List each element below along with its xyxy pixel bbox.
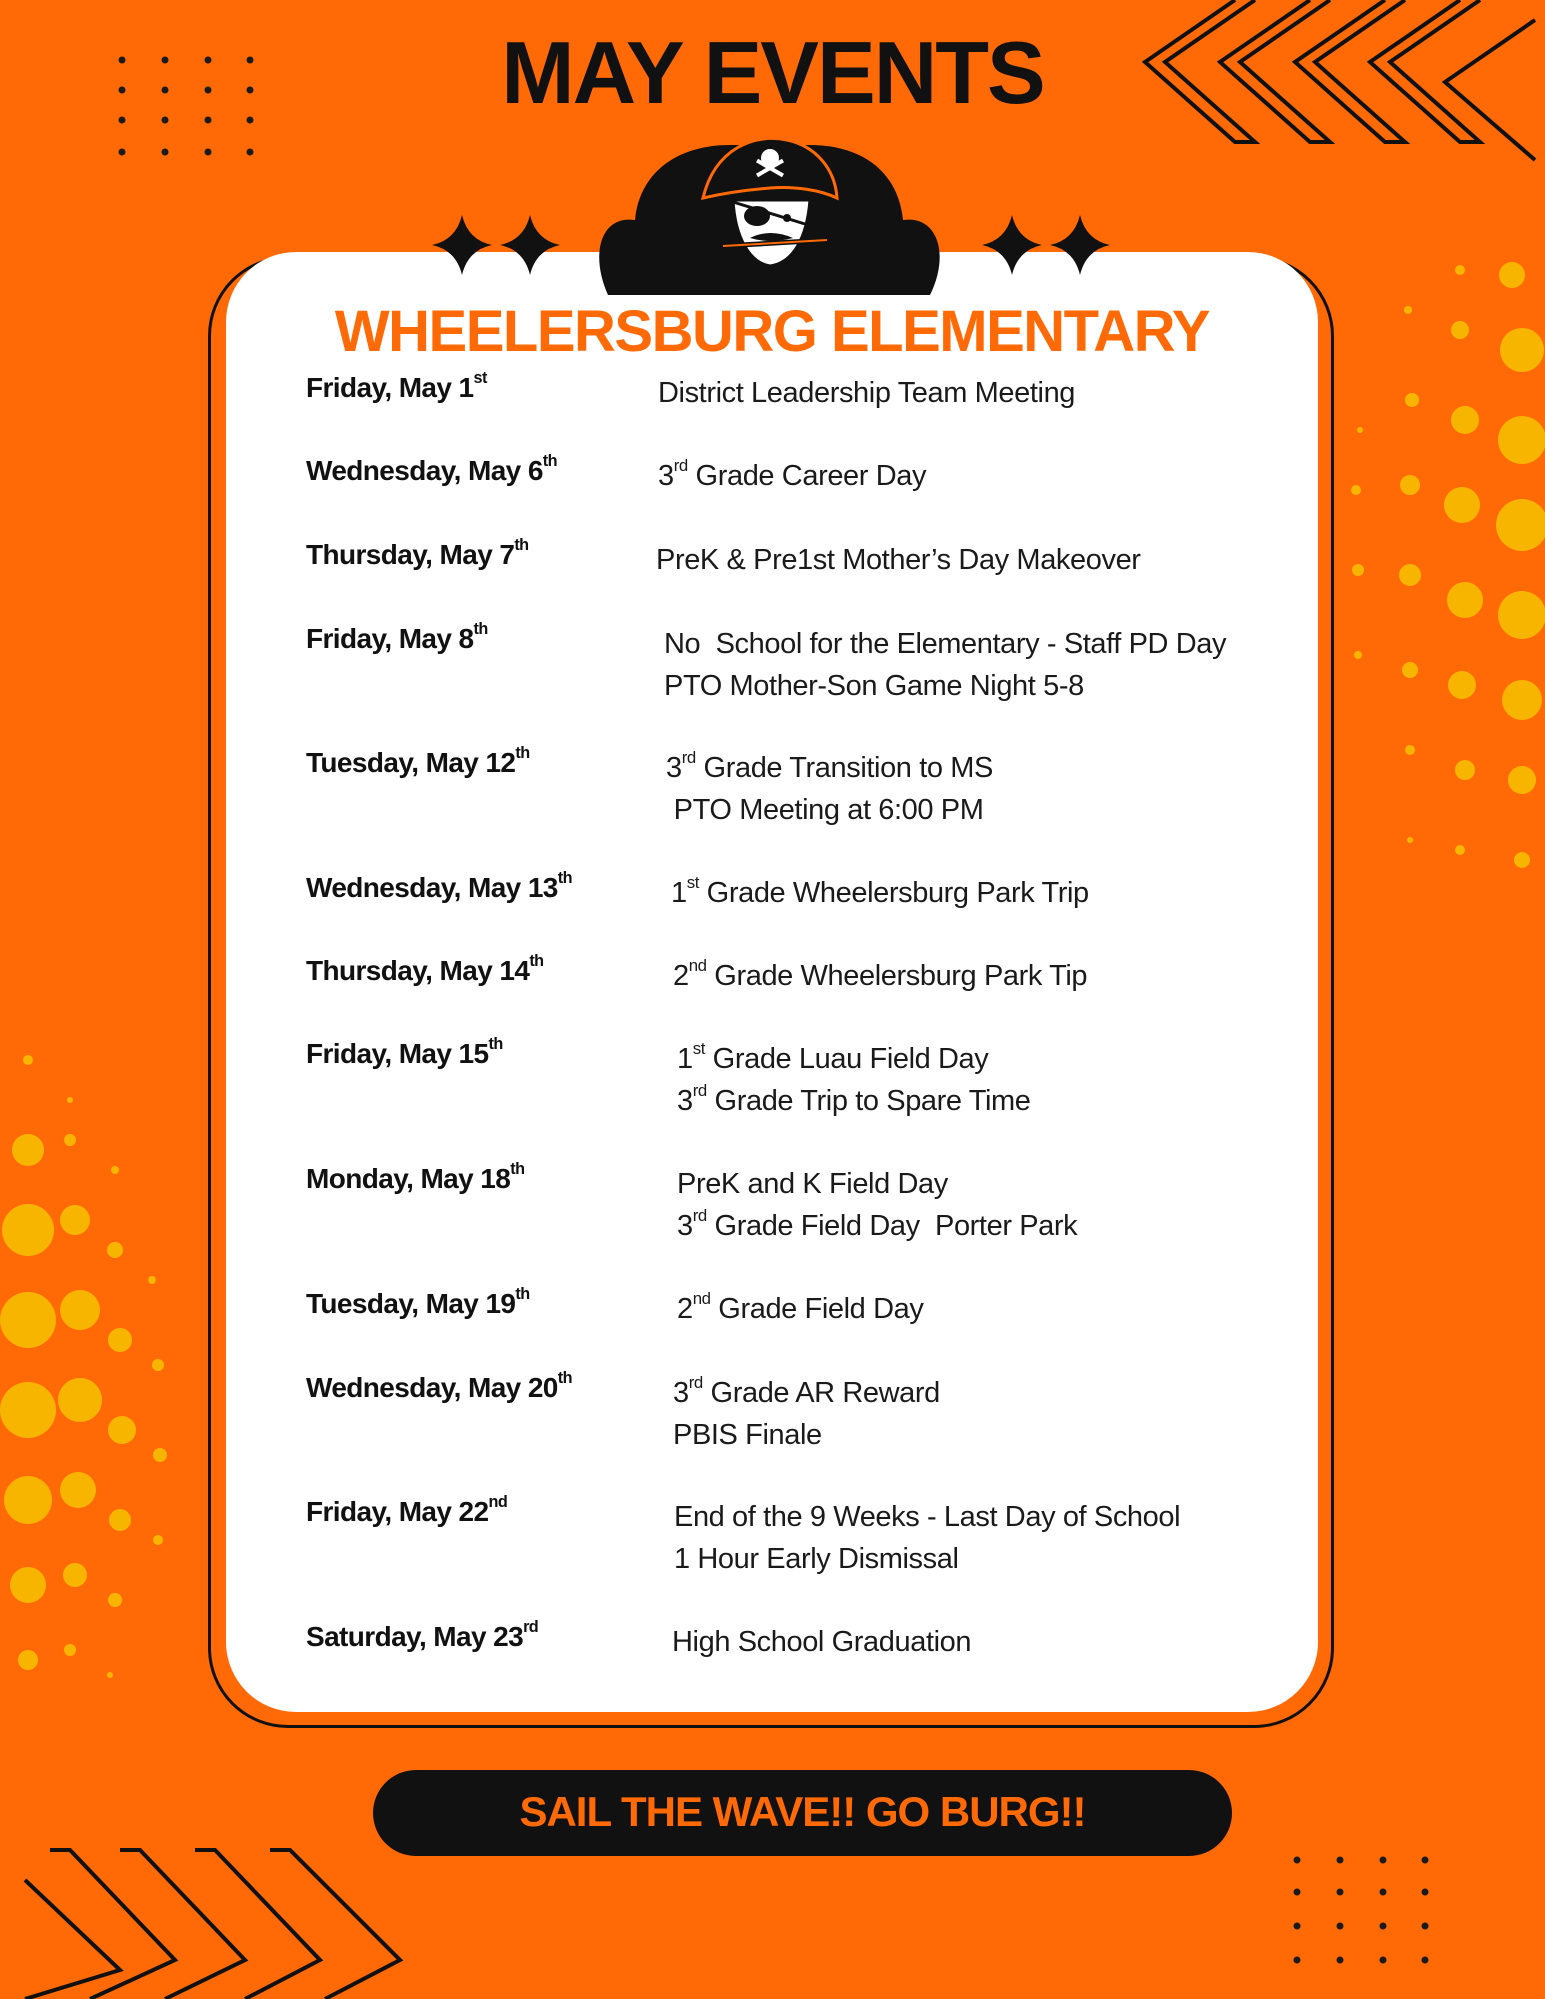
event-line (664, 665, 1226, 707)
event-date-suffix: th (557, 1369, 572, 1388)
grade-number: 3 (677, 1210, 693, 1242)
event-date-suffix: th (510, 1160, 525, 1179)
event-line (677, 1288, 923, 1330)
grade-suffix: rd (673, 455, 688, 475)
event-text: Grade Luau Field Day (705, 1043, 989, 1075)
grade-suffix: st (692, 1038, 706, 1058)
event-date-suffix: nd (488, 1493, 508, 1512)
event-date (306, 744, 530, 779)
grade-suffix: rd (681, 747, 696, 767)
grade-number: 2 (677, 1293, 693, 1325)
event-date-suffix: th (557, 869, 572, 888)
event-description (666, 747, 993, 831)
event-text: Grade Trip to Spare Time (706, 1085, 1031, 1117)
event-line (674, 1496, 1180, 1538)
event-line (674, 1538, 1180, 1580)
event-description (658, 372, 1075, 414)
event-date-text: Saturday, May 23 (306, 1621, 524, 1652)
event-date (306, 1618, 539, 1653)
event-text: Grade AR Reward (702, 1377, 940, 1409)
event-line (658, 455, 926, 497)
event-description (677, 1163, 1077, 1247)
event-line (664, 623, 1226, 665)
event-date (306, 1493, 508, 1528)
event-date (306, 1160, 525, 1195)
event-date-suffix: st (473, 369, 487, 388)
grade-number: 3 (673, 1377, 689, 1409)
event-date-text: Tuesday, May 19 (306, 1288, 516, 1319)
event-line (658, 372, 1075, 414)
event-description (656, 539, 1141, 581)
grade-suffix: st (686, 872, 700, 892)
event-line (677, 1080, 1031, 1122)
event-description (673, 1372, 940, 1456)
grade-suffix: rd (688, 1372, 703, 1392)
event-text: Grade Career Day (687, 460, 927, 492)
grade-suffix: nd (688, 955, 707, 975)
event-date-suffix: th (473, 620, 488, 639)
footer-slogan: SAIL THE WAVE!! GO BURG!! (519, 1788, 1086, 1835)
event-date-suffix: rd (523, 1618, 539, 1637)
event-date (306, 1285, 530, 1320)
event-date-text: Thursday, May 7 (306, 539, 515, 570)
event-date (306, 369, 487, 404)
pirate-mascot-icon (695, 128, 845, 273)
event-date-text: Friday, May 22 (306, 1496, 489, 1527)
event-date-text: Tuesday, May 12 (306, 747, 516, 778)
event-line (671, 872, 1089, 914)
event-text: Grade Field Day (710, 1293, 924, 1325)
footer-banner (373, 1770, 1232, 1856)
event-line (666, 747, 993, 789)
event-text: No School for the Elementary - Staff PD Day (664, 628, 1227, 660)
event-date-text: Friday, May 8 (306, 623, 474, 654)
event-line (673, 1414, 940, 1456)
event-description (673, 955, 1087, 997)
event-text: Grade Transition to MS (695, 752, 993, 784)
event-date-text: Monday, May 18 (306, 1163, 511, 1194)
event-date-text: Friday, May 1 (306, 372, 474, 403)
event-description (674, 1496, 1180, 1580)
event-text: 1 Hour Early Dismissal (674, 1543, 959, 1575)
event-line (673, 955, 1087, 997)
event-line (677, 1038, 1031, 1080)
event-date-suffix: th (488, 1035, 503, 1054)
event-date-text: Thursday, May 14 (306, 955, 530, 986)
event-text: PBIS Finale (673, 1419, 822, 1451)
event-description (677, 1288, 923, 1330)
event-line (673, 1372, 940, 1414)
grade-number: 3 (677, 1085, 693, 1117)
event-line (677, 1163, 1077, 1205)
event-text: Grade Wheelersburg Park Trip (699, 877, 1089, 909)
event-text: End of the 9 Weeks - Last Day of School (674, 1501, 1181, 1533)
event-description (664, 623, 1226, 707)
event-date-text: Wednesday, May 13 (306, 872, 558, 903)
grade-suffix: rd (692, 1080, 707, 1100)
event-date (306, 620, 488, 655)
grade-suffix: rd (692, 1205, 707, 1225)
event-date-suffix: th (529, 952, 544, 971)
event-text: PTO Meeting at 6:00 PM (666, 794, 984, 826)
grade-suffix: nd (692, 1288, 711, 1308)
event-text: PreK & Pre1st Mother’s Day Makeover (656, 544, 1141, 576)
event-description (671, 872, 1089, 914)
event-date-suffix: th (515, 744, 530, 763)
event-line (656, 539, 1141, 581)
event-date (306, 536, 529, 571)
event-date (306, 1035, 503, 1070)
school-name: WHEELERSBURG ELEMENTARY (334, 299, 1210, 364)
event-date-text: Friday, May 15 (306, 1038, 489, 1069)
event-text: PreK and K Field Day (677, 1168, 948, 1200)
event-date (306, 952, 544, 987)
event-description (672, 1621, 971, 1663)
event-text: High School Graduation (672, 1626, 972, 1658)
event-text: District Leadership Team Meeting (658, 377, 1076, 409)
event-date-text: Wednesday, May 6 (306, 455, 543, 486)
page-title: MAY EVENTS (501, 23, 1044, 122)
event-line (672, 1621, 971, 1663)
grade-number: 1 (671, 877, 687, 909)
event-date-suffix: th (542, 452, 557, 471)
event-date-suffix: th (514, 536, 529, 555)
event-date-suffix: th (515, 1285, 530, 1304)
event-description (658, 455, 926, 497)
event-text: PTO Mother-Son Game Night 5-8 (664, 670, 1084, 702)
event-date (306, 1369, 572, 1404)
event-line (677, 1205, 1077, 1247)
event-date-text: Wednesday, May 20 (306, 1372, 558, 1403)
event-text: Grade Wheelersburg Park Tip (706, 960, 1088, 992)
event-text: Grade Field Day Porter Park (706, 1210, 1078, 1242)
grade-number: 3 (666, 752, 682, 784)
grade-number: 2 (673, 960, 689, 992)
dot-grid-bottom-right (1285, 1850, 1435, 1990)
event-date (306, 869, 572, 904)
event-description (677, 1038, 1031, 1122)
chevrons-bottom-left (0, 1820, 440, 1999)
halftone-dots-right (1300, 200, 1545, 920)
event-line (666, 789, 993, 831)
grade-number: 3 (658, 460, 674, 492)
grade-number: 1 (677, 1043, 693, 1075)
halftone-dots-left (0, 1020, 200, 1740)
event-date (306, 452, 557, 487)
